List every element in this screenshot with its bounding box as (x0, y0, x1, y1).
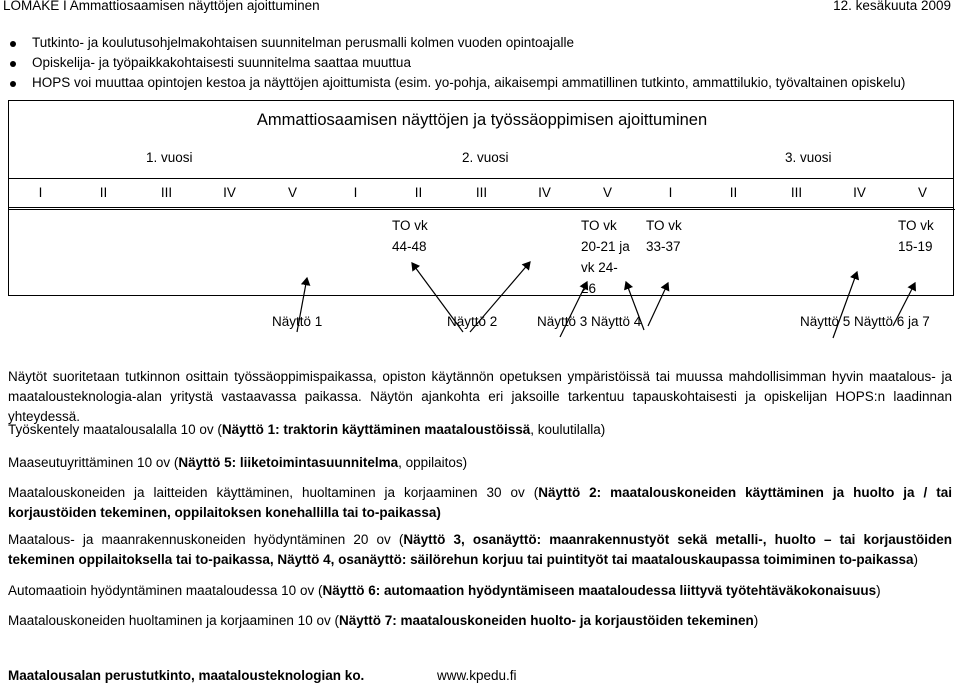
period-cell: V (287, 185, 297, 200)
period-cell: III (160, 185, 173, 200)
period-table (8, 178, 954, 296)
year-label: 1. vuosi (146, 150, 193, 165)
period-cell: I (353, 185, 358, 200)
paragraph: Maatalouskoneiden ja laitteiden käyttäminen, huoltaminen ja korjaaminen 30 ov (Näyttö 2: maatalouskoneiden käyttäminen ja huolto ja / tai korjaustöiden tekeminen, oppilaitoksen konehallilla tai to-paikassa) (8, 485, 952, 520)
period-cell: I (668, 185, 673, 200)
period-cell: V (917, 185, 927, 200)
bullet-item: Opiskelija- ja työpaikkakohtaisesti suunnitelma saattaa muuttua (8, 54, 905, 74)
naytto-label: Näyttö 5 Näyttö 6 ja 7 (800, 314, 930, 329)
naytto-label: Näyttö 2 (447, 314, 498, 329)
footer-url[interactable]: www.kpedu.fi (437, 668, 517, 683)
period-cell: III (790, 185, 803, 200)
period-row (9, 179, 955, 210)
period-cell: II (729, 185, 738, 200)
period-cell: IV (538, 185, 551, 200)
bullet-item: HOPS voi muuttaa opintojen kestoa ja näyttöjen ajoittumista (esim. yo-pohja, aikaisempi ammatillinen tutkinto, ammattilukio, työvaltainen opiskelu) (8, 74, 905, 94)
year-label: 2. vuosi (462, 150, 509, 165)
header-date: 12. kesäkuuta 2009 (833, 0, 951, 13)
period-cell: II (99, 185, 108, 200)
period-cell: II (414, 185, 423, 200)
paragraph: Maatalouskoneiden huoltaminen ja korjaaminen 10 ov (Näyttö 7: maatalouskoneiden huolto- ja korjaustöiden tekeminen) (8, 613, 759, 628)
to-block: TO vk 20-21 ja vk 24- 26 (581, 218, 630, 296)
paragraph: Näytöt suoritetaan tutkinnon osittain työssäoppimispaikassa, opiston käytännön opetuksen ympäristöissä tai muussa mahdollisimman hyvin maatalous- ja maatalousteknologia-alan yritystä vastaavassa paikassa. Näytön ajankohta eri jaksoille tarkentuu tapauskohtaisesti ja opiskelijan HOPS:n laadinnan yhteydessä. (8, 369, 952, 424)
footer-left: Maatalousalan perustutkinto, maatalousteknologian ko. (8, 668, 365, 683)
period-cell: IV (223, 185, 236, 200)
to-block: TO vk 15-19 (898, 218, 934, 254)
to-block: TO vk 33-37 (646, 218, 682, 254)
bullet-item: Tutkinto- ja koulutusohjelmakohtaisen suunnitelman perusmalli kolmen vuoden opintoajalle (8, 34, 905, 54)
to-block: TO vk 44-48 (392, 218, 428, 254)
naytto-label: Näyttö 3 Näyttö 4 (537, 314, 642, 329)
header-title: LOMAKE I Ammattiosaamisen näyttöjen ajoittuminen (3, 0, 320, 13)
bullet-list (8, 34, 905, 94)
schedule-title: Ammattiosaamisen näyttöjen ja työssäoppimisen ajoittuminen (256, 111, 708, 129)
paragraph: Maaseutuyrittäminen 10 ov (Näyttö 5: liiketoimintasuunnitelma, oppilaitos) (8, 455, 468, 470)
paragraph: Automaatioin hyödyntäminen maataloudessa 10 ov (Näyttö 6: automaation hyödyntämiseen maataloudessa liittyvä työtehtäväkokonaisuus) (8, 583, 881, 598)
naytto-label: Näyttö 1 (272, 314, 323, 329)
period-cell: V (602, 185, 612, 200)
page-header (0, 0, 960, 14)
paragraph: Työskentely maatalousalalla 10 ov (Näyttö 1: traktorin käyttäminen maataloustöissä, koulutilalla) (8, 422, 606, 437)
period-cell: III (475, 185, 488, 200)
period-cell: I (38, 185, 43, 200)
paragraph: Maatalous- ja maanrakennuskoneiden hyödyntäminen 20 ov (Näyttö 3, osanäyttö: maanrakennustyöt sekä metalli-, huolto – tai korjaustöiden tekeminen oppilaitoksella tai to-paikassa, Näyttö 4, osanäyttö: säilörehun korjuu tai puintityöt tai maatalouskaupassa toimiminen to-paikassa) (8, 532, 952, 567)
year-label: 3. vuosi (785, 150, 832, 165)
period-cell: IV (853, 185, 866, 200)
